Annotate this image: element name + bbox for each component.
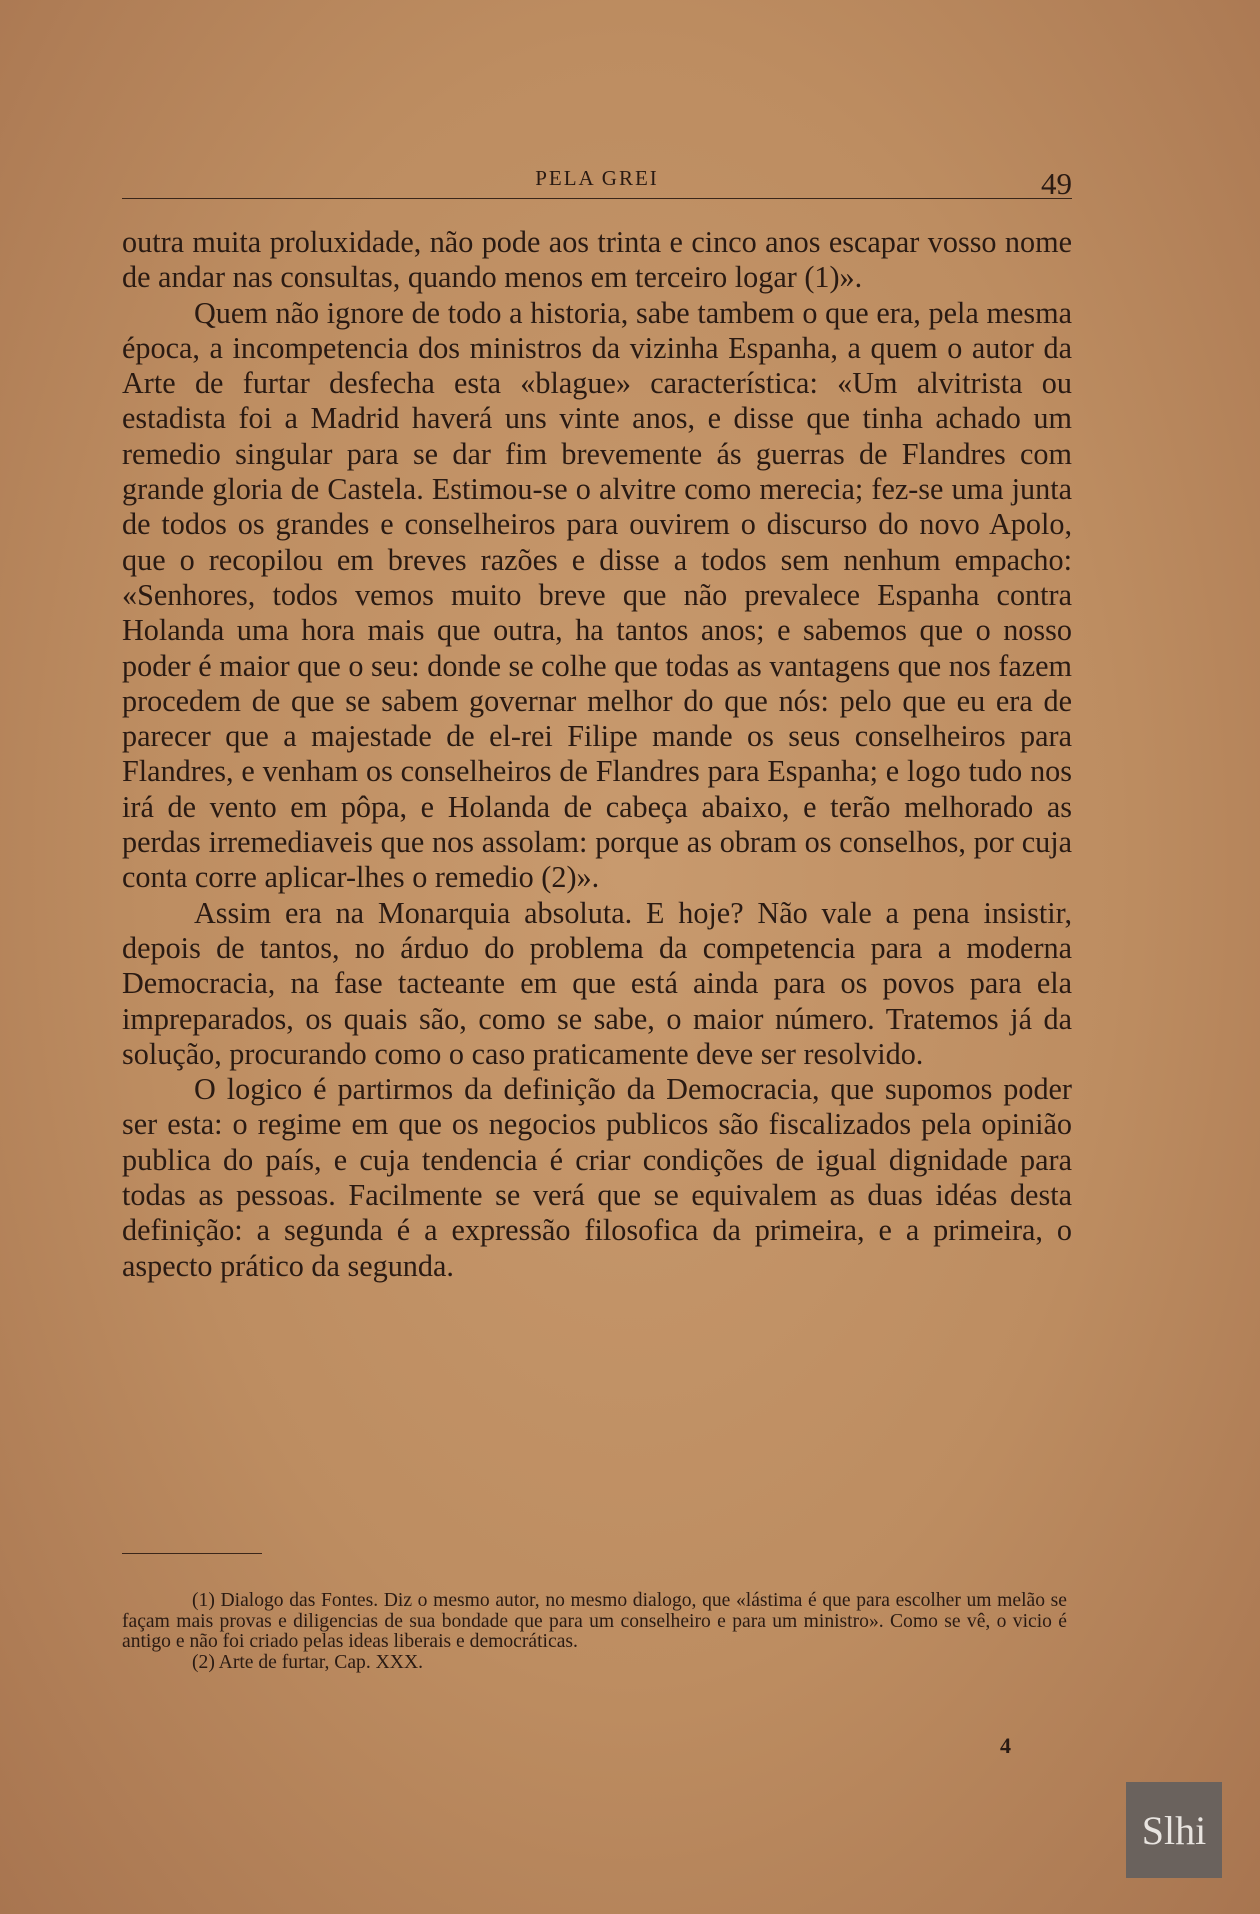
footnote-separator: [122, 1553, 262, 1554]
paragraph-2: Quem não ignore de todo a historia, sabe tambem o que era, pela mesma época, a incompetencia dos ministros da vizinha Espanha, a quem o autor da Arte de furtar desfecha esta «blague» característica: «Um alvitrista ou estadista foi a Madrid haverá uns vinte anos, e disse que tinha achado um remedio singular para se dar fim brevemente ás guerras de Flandres com grande gloria de Castela. Estimou-se o alvitre como merecia; fez-se uma junta de todos os grandes e conselheiros para ouvirem o discurso do novo Apolo, que o recopilou em breves razões e disse a todos sem nenhum empacho: «Senhores, todos vemos muito breve que não prevalece Espanha contra Holanda uma hora mais que outra, ha tantos anos; e sabemos que o nosso poder é maior que o seu: donde se colhe que todas as vantagens que nos fazem procedem de que se sabem governar melhor do que nós: pelo que eu era de parecer que a majestade de el-rei Filipe mande os seus conselheiros para Flandres, e venham os conselheiros de Flandres para Espanha; e logo tudo nos irá de vento em pôpa, e Holanda de cabeça abaixo, e terão melhorado as perdas irremediaveis que nos assolam: porque as obram os conselhos, por cuja conta corre aplicar-lhes o remedio (2)».: [122, 295, 1072, 895]
page-header: [122, 160, 1072, 202]
header-rule: [122, 198, 1072, 199]
body-text: [122, 225, 1072, 1284]
library-logo: Slhi: [1126, 1782, 1222, 1878]
footnote-2: (2) Arte de furtar, Cap. XXX.: [192, 1651, 424, 1673]
running-title: PELA GREI: [535, 166, 659, 190]
paragraph-4: O logico é partirmos da definição da Democracia, que supomos poder ser esta: o regime em que os negocios publicos são fiscalizados pela opinião publica do país, e cuja tendencia é criar condições de igual dignidade para todas as pessoas. Facilmente se verá que se equivalem as duas idéas desta definição: a segunda é a expressão filosofica da primeira, e a primeira, o aspecto prático da segunda.: [122, 1072, 1072, 1283]
paragraph-1: outra muita proluxidade, não pode aos trinta e cinco anos escapar vosso nome de andar nas consultas, quando menos em terceiro logar (1)».: [122, 225, 1072, 295]
footnotes: [122, 1591, 1067, 1673]
footnote-1: (1) Dialogo das Fontes. Diz o mesmo autor, no mesmo dialogo, que «lástima é que para escolher um melão se façam mais provas e diligencias de sua bondade que para um conselheiro e para um ministro». Como se vê, o vicio é antigo e não foi criado pelas ideas liberais e democráticas.: [122, 1590, 1067, 1652]
paragraph-3: Assim era na Monarquia absoluta. E hoje? Não vale a pena insistir, depois de tantos, no árduo do problema da competencia para a moderna Democracia, na fase tacteante em que está ainda para os povos para ela impreparados, os quais são, como se sabe, o maior número. Tratemos já da solução, procurando como o caso praticamente deve ser resolvido.: [122, 895, 1072, 1071]
page-number: 49: [1041, 166, 1072, 201]
signature-mark: 4: [1000, 1733, 1011, 1758]
